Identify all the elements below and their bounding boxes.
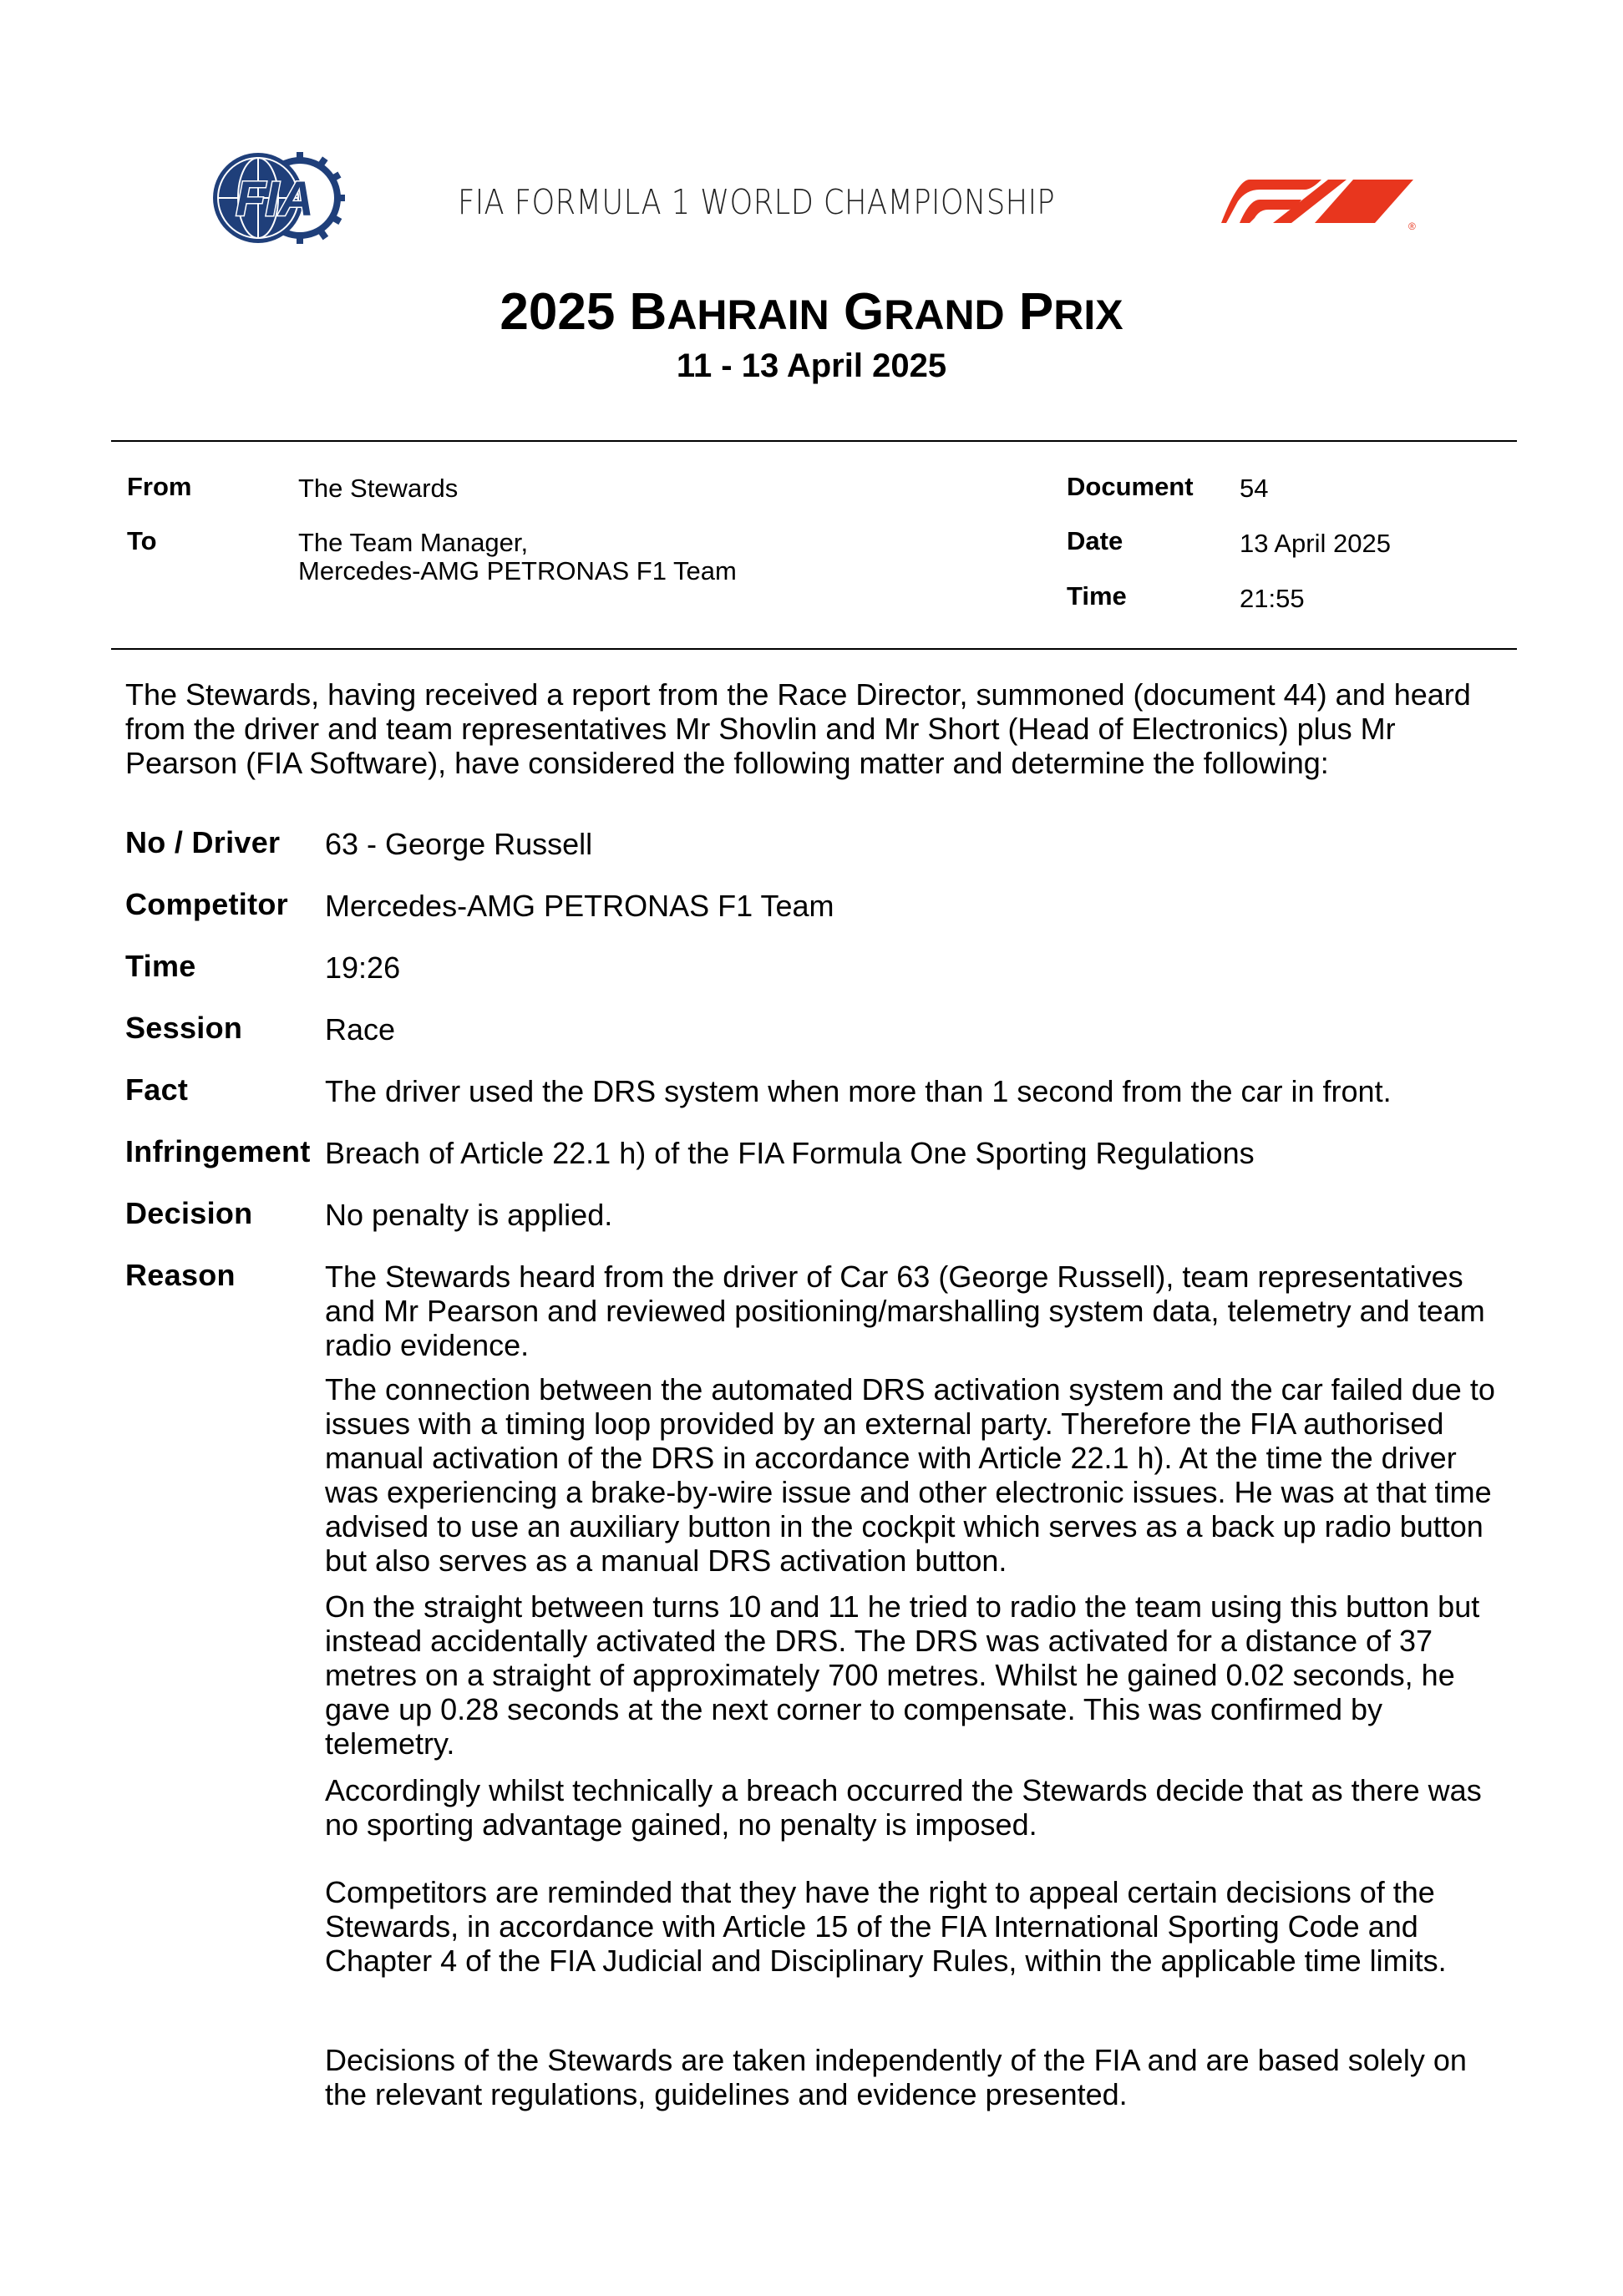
- reason-paragraph: On the straight between turns 10 and 11 he tried to radio the team using this button but instead accidentally activated the DRS. The DRS was activated for a distance of 37 metres on a straight of approximately 700 metres. Whilst he gained 0.02 seconds, he gave up 0.28 seconds at the next corner to compensate. This was confirmed by telemetry.: [325, 1589, 1480, 1761]
- f1-logo: [1221, 171, 1422, 234]
- reason-paragraph: Accordingly whilst technically a breach occurred the Stewards decide that as there was no sporting advantage gained, no penalty is imposed.: [325, 1773, 1482, 1842]
- f1-mark-icon: [1221, 180, 1413, 223]
- session-label: Session: [125, 1011, 243, 1045]
- date-label: Date: [1067, 526, 1123, 555]
- divider-bottom: [111, 648, 1517, 650]
- event-title-word-3-initial: P: [1018, 283, 1054, 341]
- independence-notice: Decisions of the Stewards are taken independently of the FIA and are based solely on the relevant regulations, guidelines and evidence presented.: [325, 2043, 1467, 2111]
- time-of-incident-label: Time: [125, 949, 196, 983]
- decision-label: Decision: [125, 1196, 253, 1230]
- to-value-line-2: Mercedes-AMG PETRONAS F1 Team: [298, 556, 737, 585]
- reason-paragraph: The Stewards heard from the driver of Car 63 (George Russell), team representatives and Mr Pearson and reviewed positioning/marshalling system data, telemetry and team radio evidence.: [325, 1260, 1485, 1362]
- infringement-value: Breach of Article 22.1 h) of the FIA Formula One Sporting Regulations: [325, 1136, 1255, 1170]
- event-title-word-1-initial: B: [629, 283, 667, 341]
- event-title-word-2-initial: G: [844, 283, 885, 341]
- to-value-line-1: The Team Manager,: [298, 528, 529, 557]
- driver-label: No / Driver: [125, 825, 281, 859]
- decision-value: No penalty is applied.: [325, 1198, 613, 1232]
- event-title: [0, 282, 1623, 345]
- fia-logo-text: FIA: [236, 172, 314, 226]
- event-year: 2025: [500, 283, 616, 341]
- event-title-word-1-rest: AHRAIN: [667, 291, 829, 338]
- divider-top: [111, 440, 1517, 442]
- to-label: To: [127, 526, 157, 555]
- from-value: The Stewards: [298, 474, 459, 503]
- date-value: 13 April 2025: [1240, 529, 1391, 558]
- time-value: 21:55: [1240, 584, 1305, 613]
- competitor-value: Mercedes-AMG PETRONAS F1 Team: [325, 889, 834, 923]
- document-value: 54: [1240, 474, 1269, 503]
- fact-label: Fact: [125, 1072, 189, 1107]
- reason-paragraph: The connection between the automated DRS activation system and the car failed due to issues with a timing loop provided by an external party. Therefore the FIA authorised manual activation of the DRS in accordance with Article 22.1 h). At the time the driver was experiencing a brake-by-wire issue and other electronic issues. He was at that time advised to use an auxiliary button in the cockpit which serves as a back up radio button but also serves as a manual DRS activation button.: [325, 1372, 1495, 1578]
- fact-value: The driver used the DRS system when more than 1 second from the car in front.: [325, 1074, 1392, 1108]
- reason-label: Reason: [125, 1258, 236, 1292]
- fia-logo: [206, 150, 352, 246]
- session-value: Race: [325, 1012, 396, 1047]
- driver-value: 63 - George Russell: [325, 827, 593, 861]
- registered-mark-icon: ®: [1408, 220, 1416, 232]
- appeal-notice: Competitors are reminded that they have the right to appeal certain decisions of the Stewards, in accordance with Article 15 of the FIA International Sporting Code and Chapter 4 of the FIA Judicial and Disciplinary Rules, within the applicable time limits.: [325, 1875, 1447, 1978]
- event-dates: 11 - 13 April 2025: [676, 347, 947, 384]
- competitor-label: Competitor: [125, 887, 288, 921]
- from-label: From: [127, 472, 192, 501]
- document-label: Document: [1067, 472, 1194, 501]
- time-label: Time: [1067, 581, 1127, 611]
- event-title-word-2-rest: RAND: [884, 291, 1005, 338]
- championship-title: FIA FORMULA 1 WORLD CHAMPIONSHIP: [458, 182, 1056, 222]
- event-title-word-3-rest: RIX: [1053, 291, 1123, 338]
- time-of-incident-value: 19:26: [325, 950, 401, 985]
- intro-paragraph: The Stewards, having received a report from the Race Director, summoned (document 44) and heard from the driver and team representatives Mr Shovlin and Mr Short (Head of Electronics) plus Mr Pearson (FIA Software), have considered the following matter and determine the following:: [125, 677, 1471, 780]
- infringement-label: Infringement: [125, 1134, 311, 1168]
